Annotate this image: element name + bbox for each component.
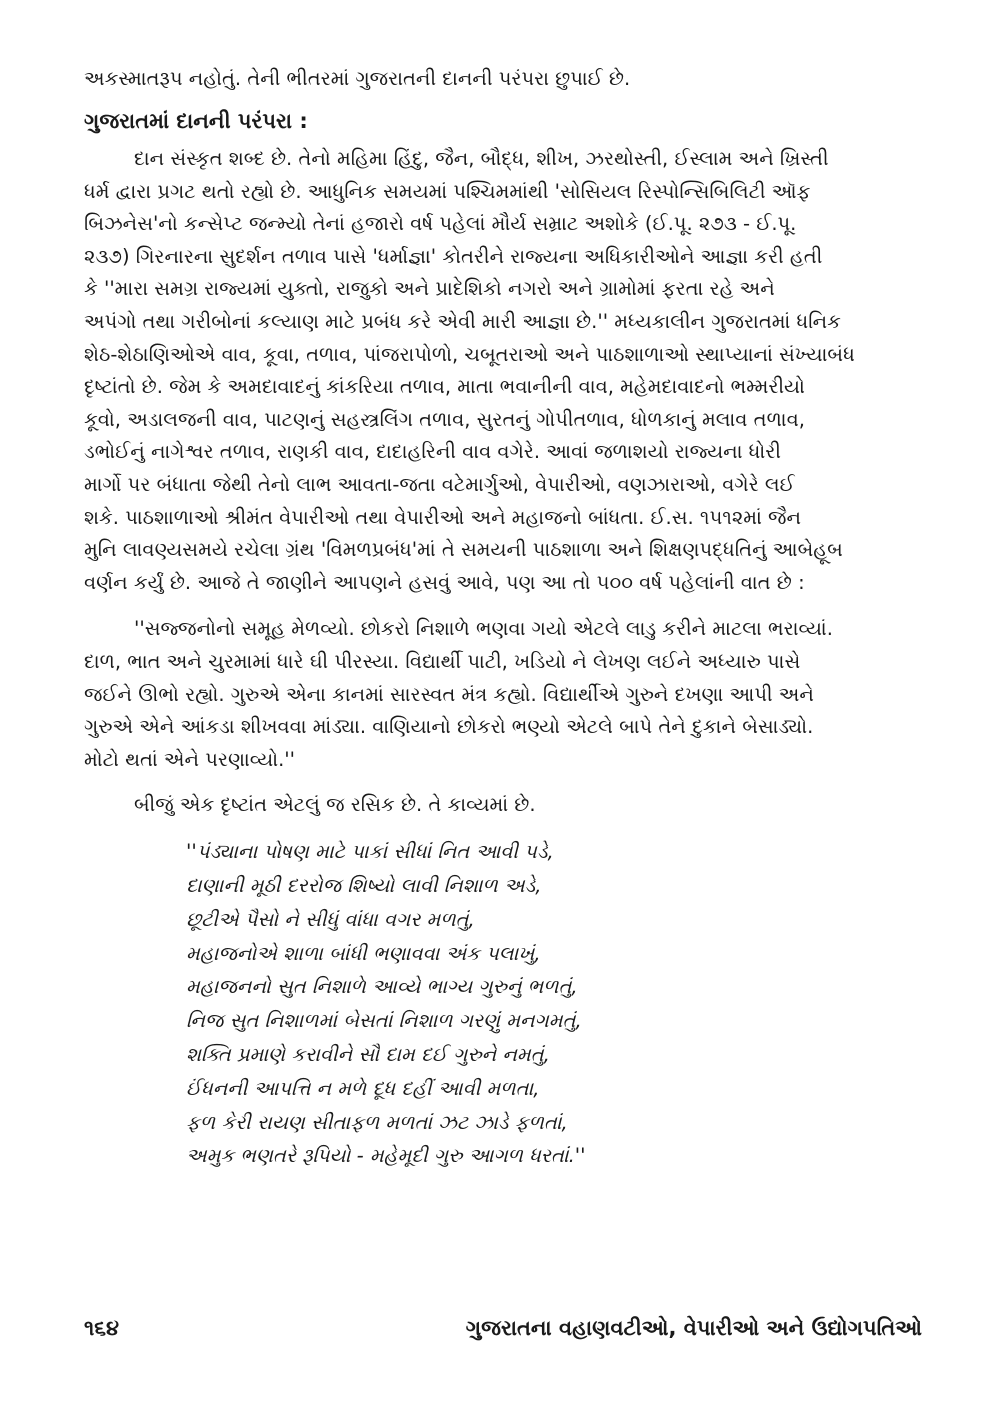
poem-line: ઈંધનની આપત્તિ ન મળે દૂધ દહીં આવી મળતા,	[186, 1076, 540, 1100]
poem-block	[84, 835, 936, 1173]
poem-line: ફળ કેરી રાયણ સીતાફળ મળતાં ઝટ ઝાડે ફળતાં,	[186, 1110, 568, 1134]
poem-line: શક્તિ પ્રમાણે કરાવીને સૌ દામ દઈ ગુરુને નમતું,	[186, 1043, 550, 1067]
page-number: ૧૬૪	[84, 1316, 120, 1340]
poem-line: મહાજનનો સુત નિશાળે આવ્યે ભાગ્ય ગુરુનું ભળતું,	[186, 975, 578, 999]
quote-line: જઈને ઊભો રહ્યો. ગુરુએ એના કાનમાં સારસ્વત મંત્ર કહ્યો. વિદ્યાર્થીએ ગુરુને દખણા આપી અને	[84, 682, 814, 706]
paragraph-line: દૃષ્ટાંતો છે. જેમ કે અમદાવાદનું કાંકરિયા તળાવ, માતા ભવાનીની વાવ, મહેમદાવાદનો ભમ્મરીયો	[84, 375, 805, 399]
paragraph-line: વર્ણન કર્યું છે. આજે તે જાણીને આપણને હસવું આવે, પણ આ તો ૫૦૦ વર્ષ પહેલાંની વાત છે :	[84, 570, 805, 594]
body-paragraph	[84, 143, 936, 599]
paragraph-line: ૨૩૭) ગિરનારના સુદર્શન તળાવ પાસે 'ધર્માજ્ઞા' કોતરીને રાજ્યના અધિકારીઓને આજ્ઞા કરી હતી	[84, 244, 823, 268]
running-title: ગુજરાતના વહાણવટીઓ, વેપારીઓ અને ઉદ્યોગપતિઓ	[465, 1316, 922, 1340]
quote-line: દાળ, ભાત અને ચુરમામાં ધારે ઘી પીરસ્યા. વિદ્યાર્થી પાટી, ખડિયો ને લેખણ લઈને અધ્યારુ પાસે	[84, 649, 801, 673]
section-heading: ગુજરાતમાં દાનની પરંપરા :	[84, 109, 308, 133]
poem-line: નિજ સુત નિશાળમાં બેસતાં નિશાળ ગરણું મનગમતું,	[186, 1009, 582, 1033]
paragraph-line: કૂવો, અડાલજની વાવ, પાટણનું સહસ્ત્રલિંગ તળાવ, સુરતનું ગોપીતળાવ, ધોળકાનું મલાવ તળાવ,	[84, 407, 805, 431]
paragraph-line: માર્ગો પર બંધાતા જેથી તેનો લાભ આવતા-જતા વટેમાર્ગુઓ, વેપારીઓ, વણઝારાઓ, વગેરે લઈ	[84, 472, 795, 496]
paragraph-line: દાન સંસ્કૃત શબ્દ છે. તેનો મહિમા હિંદુ, જૈન, બૌદ્ધ, શીખ, ઝરથોસ્તી, ઈસ્લામ અને ખ્રિસ્તી	[134, 147, 829, 170]
poem-line: મહાજનોએ શાળા બાંધી ભણાવવા અંક પલાખું,	[186, 941, 541, 965]
paragraph-line: કે ''મારા સમગ્ર રાજ્યમાં યુક્તો, રાજુકો અને પ્રાદેશિકો નગરો અને ગ્રામોમાં ફરતા રહે અને	[84, 277, 775, 301]
quote-line: ગુરુએ એને આંકડા શીખવવા માંડ્યા. વાણિયાનો છોકરો ભણ્યો એટલે બાપે તેને દુકાને બેસાડ્યો.	[84, 715, 814, 739]
paragraph-line: મુનિ લાવણ્યસમયે રચેલા ગ્રંથ 'વિમળપ્રબંધ'માં તે સમયની પાઠશાળા અને શિક્ષણપદ્ધતિનું આબેહૂબ	[84, 538, 843, 562]
page-footer	[84, 1316, 922, 1341]
paragraph-line: અપંગો તથા ગરીબોનાં કલ્યાણ માટે પ્રબંધ કરે એવી મારી આજ્ઞા છે.'' મધ્યકાલીન ગુજરાતમાં ધનિક	[84, 309, 841, 333]
paragraph-line: શેઠ-શેઠાણિઓએ વાવ, કૂવા, તળાવ, પાંજરાપોળો, ચબૂતરાઓ અને પાઠશાળાઓ સ્થાપ્યાનાં સંખ્યાબંધ	[84, 342, 855, 366]
quote-line: ''સજ્જનોનો સમૂહ મેળવ્યો. છોકરો નિશાળે ભણવા ગયો એટલે લાડુ કરીને માટલા ભરાવ્યાં.	[134, 617, 833, 641]
page-body	[84, 62, 936, 1173]
poem-line: છૂટીએ પૈસો ને સીધું વાંધા વગર મળતું,	[186, 907, 475, 931]
prose-quote	[84, 613, 936, 776]
example-intro: બીજું એક દૃષ્ટાંત એટલું જ રસિક છે. તે કાવ્યમાં છે.	[134, 793, 536, 817]
paragraph-line: ડભોઈનું નાગેશ્વર તળાવ, રાણકી વાવ, દાદાહરિની વાવ વગેરે. આવાં જળાશયો રાજ્યના ધોરી	[84, 440, 781, 464]
poem-line: અમુક ભણતરે રૂપિયો - મહેમૂદી ગુરુ આગળ ધરતાં.''	[186, 1144, 586, 1168]
paragraph-line: ધર્મ દ્વારા પ્રગટ થતો રહ્યો છે. આધુનિક સમયમાં પશ્ચિમમાંથી 'સોસિયલ રિસ્પોન્સિબિલિટી ઑફ	[84, 179, 811, 203]
paragraph-line: બિઝનેસ'નો કન્સેપ્ટ જન્મ્યો તેનાં હજારો વર્ષ પહેલાં મૌર્ય સમ્રાટ અશોકે (ઈ.પૂ. ૨૭૩ - ઈ.પૂ.	[84, 212, 797, 236]
poem-line: દાણાની મૂઠી દરરોજ શિષ્યો લાવી નિશાળ અડે,	[186, 874, 542, 898]
quote-line: મોટો થતાં એને પરણાવ્યો.''	[84, 747, 295, 771]
intro-line: અકસ્માતરૂપ નહોતું. તેની ભીતરમાં ગુજરાતની દાનની પરંપરા છુપાઈ છે.	[84, 67, 631, 90]
paragraph-line: શકે. પાઠશાળાઓ શ્રીમંત વેપારીઓ તથા વેપારીઓ અને મહાજનો બાંધતા. ઈ.સ. ૧૫૧૨માં જૈન	[84, 505, 802, 529]
poem-line: ''પંડ્યાના પોષણ માટે પાકાં સીધાં નિત આવી પડે,	[186, 840, 554, 864]
